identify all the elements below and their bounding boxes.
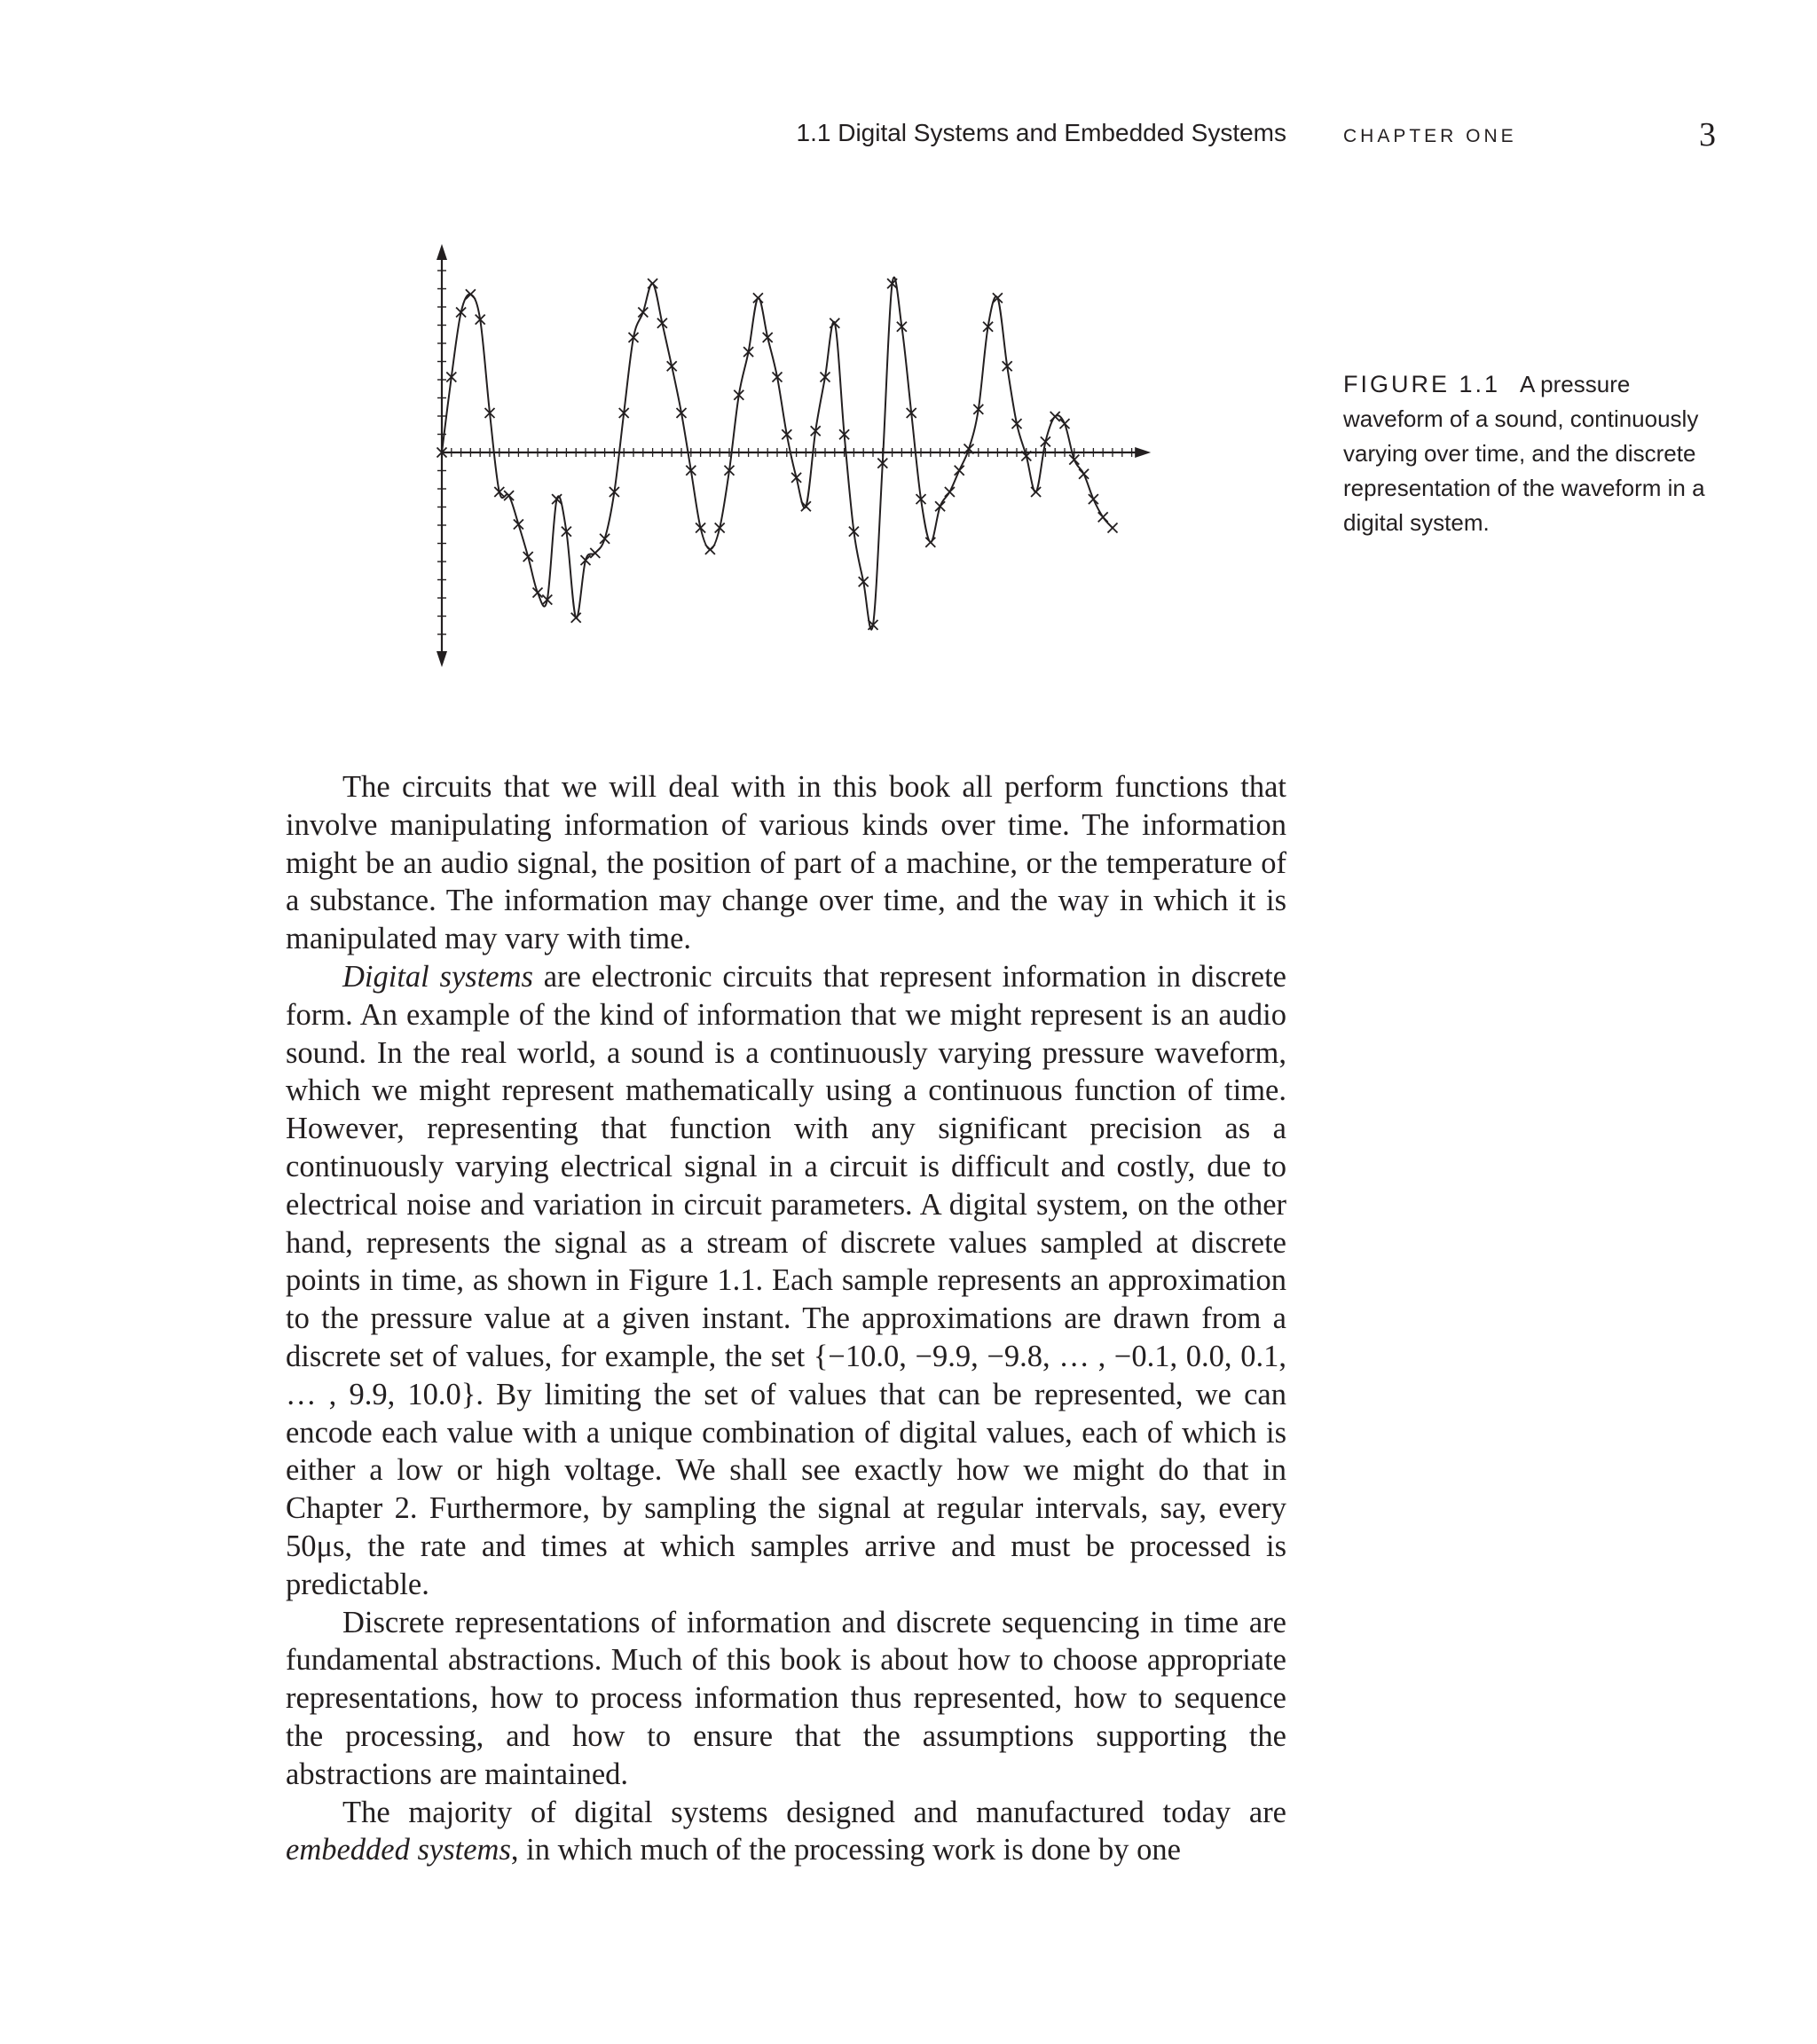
caption-label: FIGURE 1.1 — [1343, 371, 1501, 397]
sample-point — [533, 587, 543, 597]
body-text — [286, 768, 1286, 1869]
y-axis-down-arrow — [437, 651, 447, 667]
page-number: 3 — [1699, 116, 1716, 153]
sample-point — [1079, 469, 1089, 479]
sample-point — [753, 293, 763, 303]
sample-point — [638, 308, 648, 318]
caption-text: A pressure waveform of a sound, continuously varying over time, and the discrete representation of the waveform in a digital system. — [1343, 371, 1705, 536]
sample-point — [705, 545, 715, 554]
sample-point — [1098, 512, 1108, 522]
paragraph-4 — [286, 1794, 1286, 1870]
sample-point — [514, 520, 523, 530]
paragraph-4-text-end: , in which much of the processing work is done by one — [510, 1833, 1181, 1867]
chapter-label: CHAPTER ONE — [1343, 126, 1517, 146]
waveform-chart — [417, 235, 1162, 670]
sample-point — [1060, 419, 1070, 428]
sample-point — [648, 279, 657, 288]
sample-point — [590, 548, 600, 558]
y-axis-up-arrow — [437, 244, 447, 260]
term-embedded-systems: embedded systems — [286, 1833, 511, 1867]
paragraph-2-text: are electronic circuits that represent information in discrete form. An example of the kind of information that we might represent is an audio sound. In the real world, a sound is a continuously varying pressure waveform, which we might represent mathematically using a continuous function of time. However, representing that function with any significant precision as a continuously varying electrical signal in a circuit is difficult and costly, due to electrical noise and variation in circuit parameters. A digital system, on the other hand, represents the signal as a stream of discrete values sampled at discrete points in time, as shown in Figure 1.1. Each sample represents an approximation to the pressure value at a given instant. The approximations are drawn from a discrete set of values, for example, the set {−10.0, −9.9, −9.8, … , −0.1, 0.0, 0.1, … , 9.9, 10.0}. By limiting the set of values that can be represented, we can encode each value with a unique combination of digital values, each of which is either a low or high voltage. We shall see exactly how we might do that in Chapter 2. Furthermore, by sampling the signal at regular intervals, say, every 50μs, the rate and times at which samples arrive and must be processed is predictable. — [286, 959, 1286, 1601]
paragraph-4-text-start: The majority of digital systems designed and manufactured today are — [342, 1795, 1286, 1829]
waveform-figure — [417, 235, 1162, 670]
sample-point — [925, 538, 935, 547]
sample-point — [600, 534, 610, 544]
sample-point — [571, 613, 581, 623]
paragraph-1: The circuits that we will deal with in this book all perform functions that involve manipulating information of various kinds over time. The information might be an audio signal, the position of part of a machine, or the temperature of a substance. The information may change over time, and the way in which it is manipulated may vary with time. — [286, 770, 1286, 956]
sample-point — [1031, 487, 1041, 497]
sample-point — [1108, 523, 1118, 533]
sample-point — [945, 487, 955, 497]
sample-point — [1050, 412, 1060, 421]
term-digital-systems: Digital systems — [342, 959, 533, 994]
sample-point — [466, 289, 476, 299]
sample-point — [955, 466, 964, 476]
sample-point — [935, 501, 945, 511]
paragraph-2 — [286, 958, 1286, 1604]
figure-caption — [1343, 367, 1734, 540]
sample-point — [1089, 494, 1098, 504]
x-axis-arrow — [1135, 447, 1151, 458]
running-head — [0, 115, 1817, 160]
section-title: 1.1 Digital Systems and Embedded Systems — [796, 119, 1286, 146]
paragraph-3: Discrete representations of information and discrete sequencing in time are fundamental abstractions. Much of this book is about how to choose appropriate representations, how to process information thus represented, how to sequence the processing, and how to ensure that the assumptions supporting the abstractions are maintained. — [286, 1605, 1286, 1791]
